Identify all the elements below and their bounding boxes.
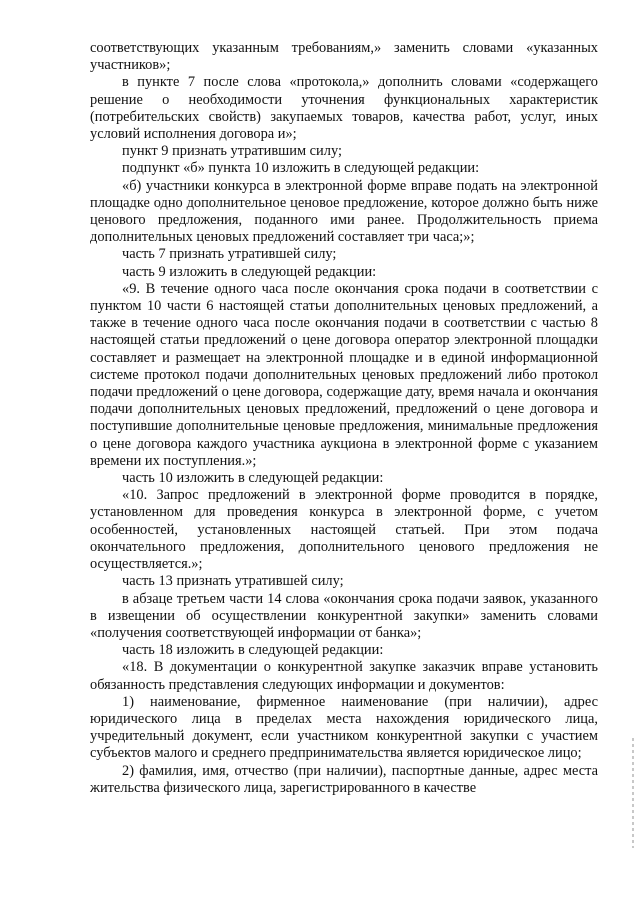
paragraph-14: «18. В документации о конкурентной закупке заказчик вправе установить обязанность представления следующих информации и документов: bbox=[90, 659, 598, 693]
paragraph-7: часть 9 изложить в следующей редакции: bbox=[122, 263, 377, 280]
scan-edge-mark bbox=[632, 738, 634, 848]
paragraph-11: часть 13 признать утратившей силу; bbox=[122, 573, 344, 590]
document-body bbox=[90, 40, 598, 797]
paragraph-4: подпункт «б» пункта 10 изложить в следующей редакции: bbox=[122, 160, 480, 177]
paragraph-15: 1) наименование, фирменное наименование (при наличии), адрес юридического лица в пределах места нахождения юридического лица, учредительный документ, если участником конкурентной закупки с участием субъектов малого и среднего предпринимательства является юридическое лицо; bbox=[90, 693, 598, 762]
paragraph-5: «б) участники конкурса в электронной форме вправе подать на электронной площадке одно дополнительное ценовое предложение, которое должно быть ниже ценового предложения, поданного ими ранее. Продолжительность приема дополнительных ценовых предложений составляет три часа;»; bbox=[90, 177, 598, 246]
paragraph-16: 2) фамилия, имя, отчество (при наличии), паспортные данные, адрес места жительства физического лица, зарегистрированного в качестве bbox=[90, 762, 598, 796]
paragraph-3: пункт 9 признать утратившим силу; bbox=[122, 143, 342, 160]
paragraph-10: «10. Запрос предложений в электронной форме проводится в порядке, установленном для проведения конкурса в электронной форме, с учетом особенностей, установленных настоящей статьей. При этом подача окончательного предложения, дополнительного ценового предложения не осуществляется.»; bbox=[90, 487, 598, 573]
paragraph-13: часть 18 изложить в следующей редакции: bbox=[122, 642, 384, 659]
paragraph-8: «9. В течение одного часа после окончания срока подачи в соответствии с пунктом 10 части 6 настоящей статьи дополнительных ценовых предложений, а также в течение одного часа после окончания подачи в соответствии с частью 8 настоящей статьи предложений о цене договора оператор электронной площадки составляет и размещает на электронной площадке и в единой информационной системе протокол подачи дополнительных ценовых предложений либо протокол подачи предложений о цене договора, содержащие дату, время начала и окончания подачи дополнительных ценовых предложений, предложений о цене договора и поступившие дополнительные ценовые предложения, минимальные предложения о цене договора каждого участника аукциона в электронной форме с указанием времени их поступления.»; bbox=[90, 280, 598, 469]
paragraph-9: часть 10 изложить в следующей редакции: bbox=[122, 470, 384, 487]
paragraph-12: в абзаце третьем части 14 слова «окончания срока подачи заявок, указанного в извещении об осуществлении конкурентной закупки» заменить словами «получения соответствующей информации от банка»; bbox=[90, 590, 598, 641]
paragraph-1: соответствующих указанным требованиям,» заменить словами «указанных участников»; bbox=[90, 40, 598, 74]
paragraph-2: в пункте 7 после слова «протокола,» дополнить словами «содержащего решение о необходимости уточнения функциональных характеристик (потребительских свойств) закупаемых товаров, качества работ, услуг, иных условий исполнения договора и»; bbox=[90, 74, 598, 143]
paragraph-6: часть 7 признать утратившей силу; bbox=[122, 246, 337, 263]
